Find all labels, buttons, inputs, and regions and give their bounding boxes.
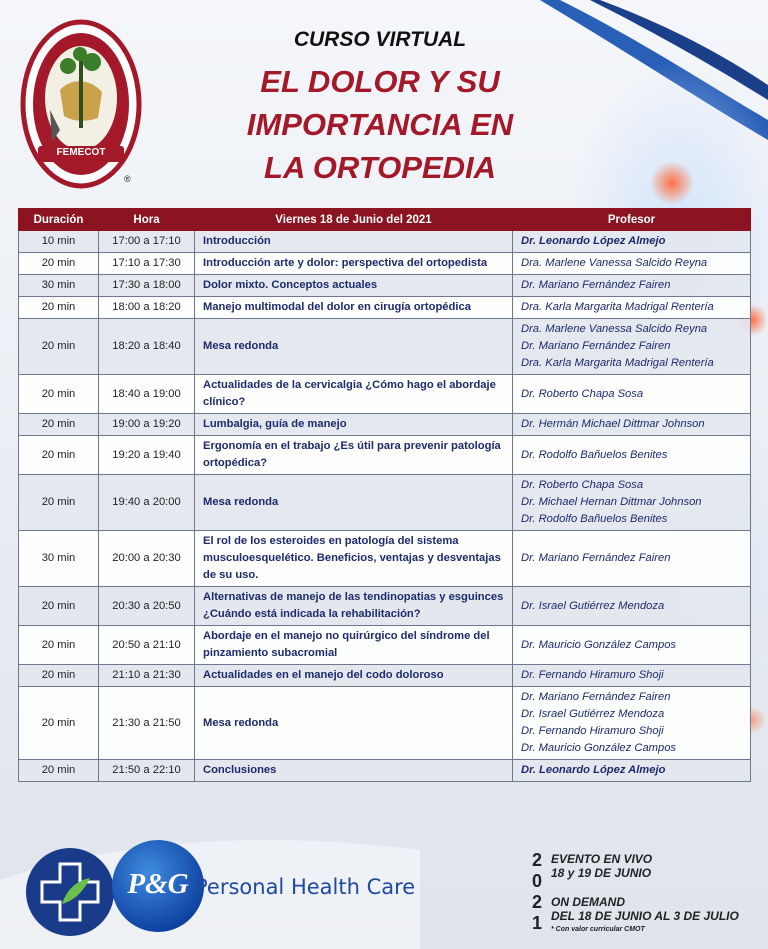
cell-time: 18:40 a 19:00 (99, 375, 195, 414)
cell-duration: 20 min (19, 760, 99, 782)
cell-duration: 30 min (19, 275, 99, 297)
table-row (19, 319, 751, 375)
table-header-row (19, 209, 751, 231)
schedule-table (18, 208, 751, 782)
cell-topic: Introducción arte y dolor: perspectiva del ortopedista (195, 253, 513, 275)
cell-duration: 20 min (19, 375, 99, 414)
professor-name: Dr. Leonardo López Almejo (521, 235, 666, 247)
professor-name: Dr. Mariano Fernández Fairen (521, 279, 671, 291)
table-row (19, 531, 751, 587)
header-duration: Duración (19, 209, 99, 231)
professor-name: Dr. Mauricio González Campos (521, 638, 677, 651)
cell-topic: El rol de los esteroides en patología del sistema musculoesquelético. Beneficios, ventajas y desventajas de su uso. (195, 531, 513, 587)
cell-professor (513, 253, 751, 275)
table-row (19, 375, 751, 414)
cell-time: 17:00 a 17:10 (99, 231, 195, 253)
cell-professor (513, 375, 751, 414)
course-title-line: LA ORTOPEDIA (264, 150, 496, 185)
curricular-note: * Con valor curricular CMOT (551, 926, 645, 933)
cell-duration: 20 min (19, 319, 99, 375)
logo-ring-text (34, 34, 42, 42)
cell-topic: Abordaje en el manejo no quirúrgico del síndrome del pinzamiento subacromial (195, 626, 513, 665)
cell-duration: 30 min (19, 531, 99, 587)
cell-time: 18:00 a 18:20 (99, 297, 195, 319)
cell-professor (513, 687, 751, 760)
professor-name: Dr. Roberto Chapa Sosa (521, 479, 644, 491)
cell-time: 20:50 a 21:10 (99, 626, 195, 665)
registered-mark: ® (124, 174, 131, 184)
cell-professor (513, 531, 751, 587)
table-row (19, 414, 751, 436)
live-label: EVENTO EN VIVO (551, 852, 653, 866)
cell-duration: 20 min (19, 665, 99, 687)
cell-duration: 20 min (19, 626, 99, 665)
table-row (19, 475, 751, 531)
professor-name: Dr. Mariano Fernández Fairen (521, 552, 671, 564)
cell-topic: Actualidades de la cervicalgia ¿Cómo hago el abordaje clínico? (195, 375, 513, 414)
table-row (19, 436, 751, 475)
cell-topic: Mesa redonda (195, 475, 513, 531)
table-row (19, 626, 751, 665)
year-digit: 0 (531, 871, 542, 891)
cell-professor (513, 665, 751, 687)
course-title-line: EL DOLOR Y SU (260, 64, 500, 99)
cell-time: 19:20 a 19:40 (99, 436, 195, 475)
table-row (19, 587, 751, 626)
pg-logo-text: P&G (127, 868, 189, 900)
cell-time: 20:00 a 20:30 (99, 531, 195, 587)
table-row (19, 665, 751, 687)
cell-time: 20:30 a 20:50 (99, 587, 195, 626)
cell-topic: Alternativas de manejo de las tendinopatias y esguinces ¿Cuándo está indicada la rehabilitación? (195, 587, 513, 626)
header-topic: Viernes 18 de Junio del 2021 (195, 209, 513, 231)
cell-topic: Ergonomía en el trabajo ¿Es útil para prevenir patología ortopédica? (195, 436, 513, 475)
professor-name: Dr. Leonardo López Almejo (521, 764, 666, 776)
cell-topic: Mesa redonda (195, 319, 513, 375)
cell-topic: Actualidades en el manejo del codo doloroso (195, 665, 513, 687)
cell-duration: 20 min (19, 475, 99, 531)
professor-name: Dra. Marlene Vanessa Salcido Reyna (521, 323, 708, 335)
femecot-logo (20, 18, 142, 190)
cell-duration: 20 min (19, 587, 99, 626)
cell-topic: Conclusiones (195, 760, 513, 782)
professor-name: Dra. Marlene Vanessa Salcido Reyna (521, 257, 708, 269)
professor-name: Dr. Fernando Hiramuro Shoji (521, 725, 664, 737)
ondemand-dates: DEL 18 DE JUNIO AL 3 DE JULIO (551, 909, 739, 923)
professor-name: Dr. Roberto Chapa Sosa (521, 387, 644, 400)
cell-time: 17:10 a 17:30 (99, 253, 195, 275)
cell-duration: 20 min (19, 436, 99, 475)
professor-name: Dr. Fernando Hiramuro Shoji (521, 669, 664, 681)
cell-time: 18:20 a 18:40 (99, 319, 195, 375)
professor-name: Dr. Mariano Fernández Fairen (521, 340, 671, 352)
professor-name: Dr. Rodolfo Bañuelos Benites (521, 448, 668, 461)
table-row (19, 275, 751, 297)
cell-topic: Lumbalgia, guía de manejo (195, 414, 513, 436)
header-time: Hora (99, 209, 195, 231)
cell-duration: 10 min (19, 231, 99, 253)
cell-professor (513, 297, 751, 319)
professor-name: Dr. Mariano Fernández Fairen (521, 691, 671, 703)
cell-time: 21:10 a 21:30 (99, 665, 195, 687)
cell-duration: 20 min (19, 414, 99, 436)
year-digit: 2 (531, 892, 542, 912)
cell-topic: Dolor mixto. Conceptos actuales (195, 275, 513, 297)
table-row (19, 687, 751, 760)
cell-professor (513, 319, 751, 375)
cell-time: 21:50 a 22:10 (99, 760, 195, 782)
health-cross-logo (24, 846, 116, 938)
professor-name: Dra. Karla Margarita Madrigal Rentería (521, 357, 714, 369)
professor-name: Dr. Michael Hernan Dittmar Johnson (521, 496, 702, 508)
year-digit: 2 (531, 850, 542, 870)
cell-time: 19:40 a 20:00 (99, 475, 195, 531)
cell-professor (513, 587, 751, 626)
year-digit: 1 (531, 913, 542, 933)
professor-name: Dr. Hermán Michael Dittmar Johnson (521, 418, 705, 430)
cell-topic: Introducción (195, 231, 513, 253)
cell-professor (513, 231, 751, 253)
cell-professor (513, 414, 751, 436)
cell-duration: 20 min (19, 297, 99, 319)
cell-duration: 20 min (19, 687, 99, 760)
course-title-line: IMPORTANCIA EN (246, 107, 514, 142)
professor-name: Dr. Rodolfo Bañuelos Benites (521, 513, 668, 525)
schedule-body (19, 231, 751, 782)
table-row (19, 231, 751, 253)
cell-time: 19:00 a 19:20 (99, 414, 195, 436)
professor-name: Dr. Israel Gutiérrez Mendoza (521, 599, 665, 612)
cell-professor (513, 436, 751, 475)
cell-professor (513, 275, 751, 297)
cell-duration: 20 min (19, 253, 99, 275)
professor-name: Dr. Mauricio González Campos (521, 742, 677, 754)
cell-topic: Mesa redonda (195, 687, 513, 760)
course-title (200, 60, 560, 189)
logo-badge: FEMECOT (56, 147, 106, 158)
course-subtitle: CURSO VIRTUAL (293, 28, 467, 51)
header-professor: Profesor (513, 209, 751, 231)
ondemand-label: ON DEMAND (551, 895, 625, 909)
cell-topic: Manejo multimodal del dolor en cirugía ortopédica (195, 297, 513, 319)
year-digits (530, 850, 544, 934)
cell-time: 21:30 a 21:50 (99, 687, 195, 760)
cell-professor (513, 475, 751, 531)
table-row (19, 760, 751, 782)
cell-professor (513, 626, 751, 665)
cell-professor (513, 760, 751, 782)
professor-name: Dra. Karla Margarita Madrigal Rentería (521, 301, 714, 313)
professor-name: Dr. Israel Gutiérrez Mendoza (521, 708, 665, 720)
table-row (19, 253, 751, 275)
cell-time: 17:30 a 18:00 (99, 275, 195, 297)
table-row (19, 297, 751, 319)
brand-text: Personal Health Care (195, 875, 416, 899)
live-dates: 18 y 19 DE JUNIO (551, 866, 652, 880)
